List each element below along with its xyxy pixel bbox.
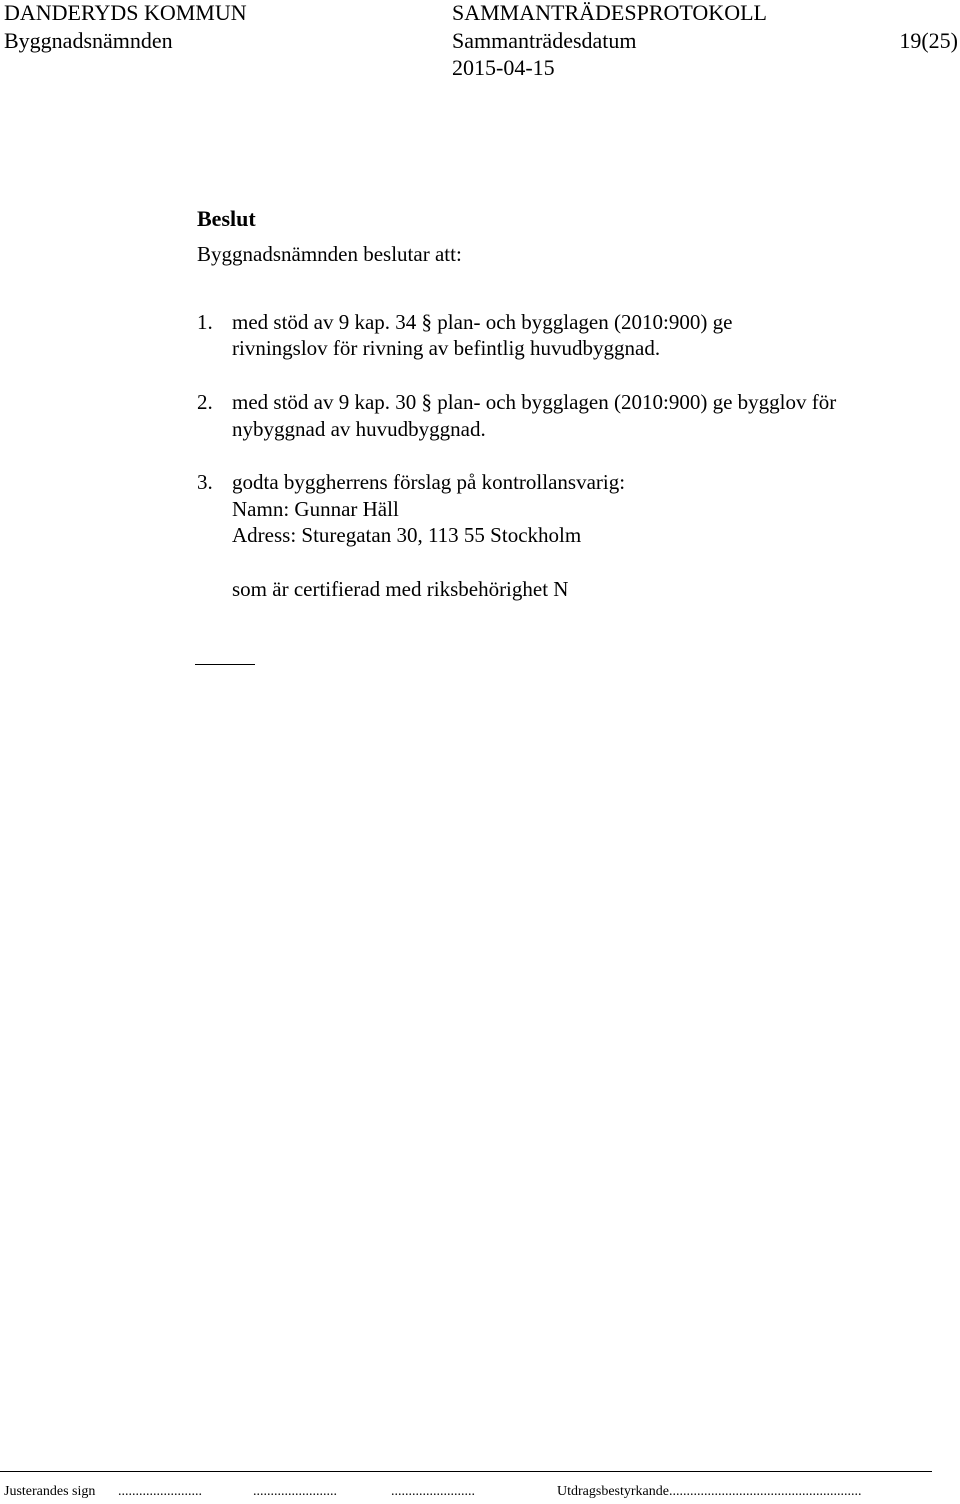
decision-intro: Byggnadsnämnden beslutar att:: [197, 242, 462, 266]
footer-sign-label: Justerandes sign: [4, 1484, 96, 1499]
item-3-certification: som är certifierad med riksbehörighet N: [232, 577, 569, 601]
meeting-date: 2015-04-15: [452, 55, 555, 80]
footer-extract-label: Utdragsbestyrkande.......................................................: [557, 1484, 862, 1499]
municipality-name: DANDERYDS KOMMUN: [4, 0, 247, 25]
item-1-number: 1.: [197, 310, 213, 334]
item-2-line-1: med stöd av 9 kap. 30 § plan- och bygglagen (2010:900) ge bygglov för: [232, 390, 837, 414]
item-2-line-2: nybyggnad av huvudbyggnad.: [232, 417, 486, 441]
page-number: 19(25): [899, 28, 958, 53]
item-3-contact-address: Adress: Sturegatan 30, 113 55 Stockholm: [232, 523, 582, 547]
footer-sign-dots-1: ........................: [118, 1484, 202, 1499]
item-3-contact-name: Namn: Gunnar Häll: [232, 497, 399, 521]
committee-name: Byggnadsnämnden: [4, 28, 173, 53]
decision-heading: Beslut: [197, 206, 256, 231]
item-2-number: 2.: [197, 390, 213, 414]
footer-sign-dots-3: ........................: [391, 1484, 475, 1499]
document-type: SAMMANTRÄDESPROTOKOLL: [452, 0, 767, 25]
end-of-section-rule: [195, 664, 255, 665]
item-3-line-1: godta byggherrens förslag på kontrollansvarig:: [232, 470, 626, 494]
item-3-number: 3.: [197, 470, 213, 494]
item-1-line-2: rivningslov för rivning av befintlig huvudbyggnad.: [232, 336, 661, 360]
footer-rule: [0, 1471, 932, 1472]
footer-sign-dots-2: ........................: [253, 1484, 337, 1499]
meeting-date-label: Sammanträdesdatum: [452, 28, 637, 53]
item-1-line-1: med stöd av 9 kap. 34 § plan- och bygglagen (2010:900) ge: [232, 310, 733, 334]
